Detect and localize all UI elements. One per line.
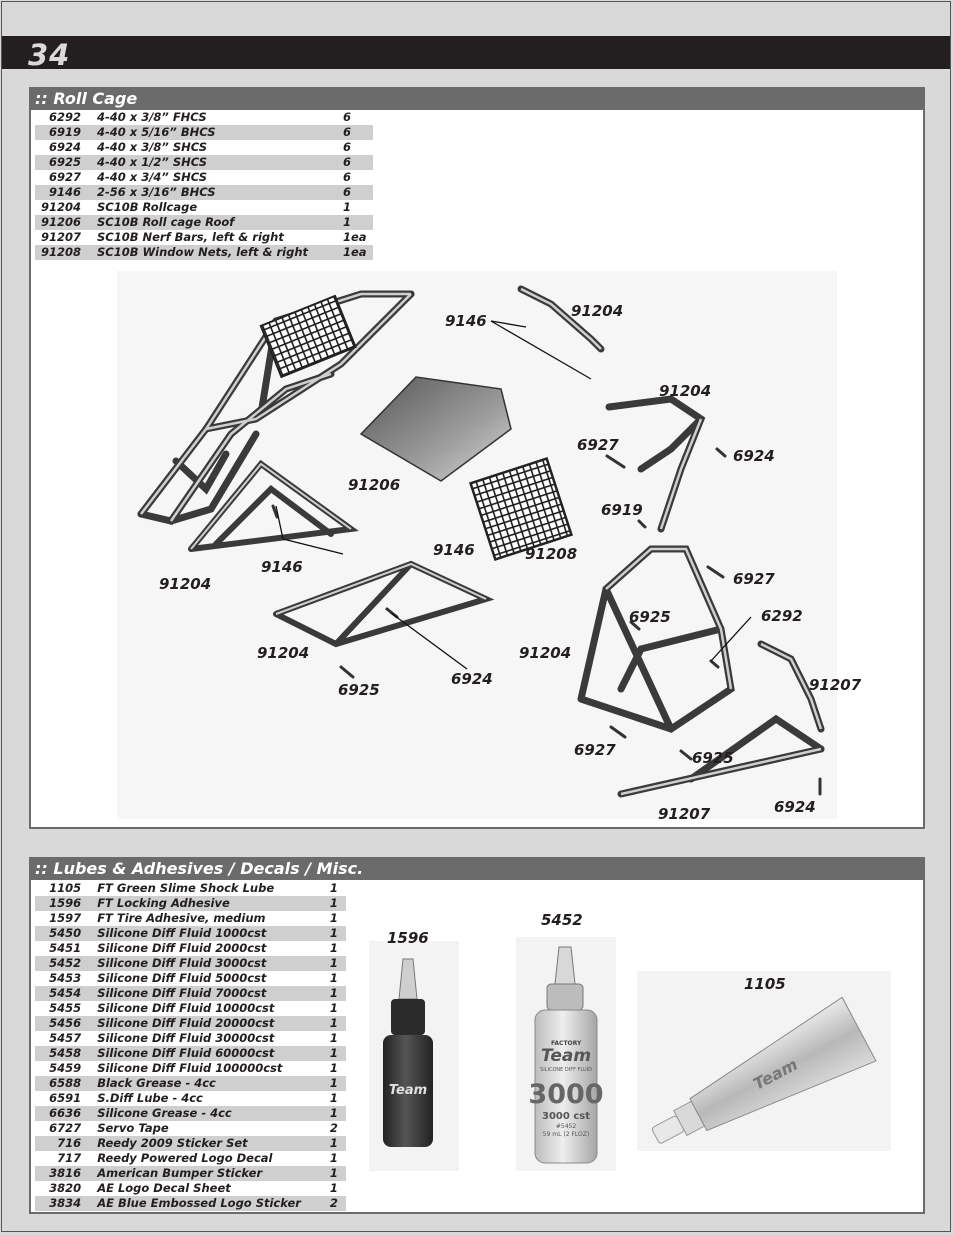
part-number: 1597 [49,911,82,925]
part-quantity: 6 [343,155,373,170]
roll-cage-title: :: Roll Cage [35,89,138,108]
page-number: 34 [28,38,71,72]
callout-label: 91204 [659,382,712,400]
part-description: 4-40 x 5/16” BHCS [97,125,343,140]
part-number: 5451 [49,941,82,955]
part-quantity: 2 [329,1121,338,1135]
part-quantity: 1 [330,1166,346,1181]
callout-label: 91207 [658,805,711,823]
part-quantity: 1 [330,1106,346,1121]
part-quantity: 1 [329,1091,338,1105]
callout-label: 1105 [744,975,786,993]
part-quantity: 1 [330,1076,346,1091]
part-description: FT Tire Adhesive, medium [97,911,266,925]
part-number: 6588 [35,1076,97,1091]
part-description: Silicone Diff Fluid 1000cst [97,926,330,941]
callout-label: 6292 [761,607,803,625]
part-number: 5455 [49,1001,82,1015]
callout-label: 91204 [519,644,572,662]
callout-label: 6919 [601,501,643,519]
part-number: 5453 [49,971,82,985]
part-quantity: 1 [329,941,338,955]
part-description: SC10B Nerf Bars, left & right [97,230,284,244]
part-quantity: 1ea [343,245,373,260]
part-number: 717 [57,1151,82,1165]
part-description: 4-40 x 3/4” SHCS [97,170,208,184]
part-number: 6919 [35,125,97,140]
part-quantity: 6 [343,140,352,154]
part-description: Silicone Diff Fluid 30000cst [97,1031,275,1045]
part-quantity: 1 [343,215,373,230]
part-quantity: 1 [329,1151,338,1165]
bottle-5452-line1-text: SILICONE DIFF FLUID [540,1067,592,1073]
diff-fluid-bottle [516,937,616,1171]
bottle-5452-factory-text: FACTORY [551,1040,582,1047]
part-description: SC10B Roll cage Roof [97,215,343,230]
part-number: 6727 [49,1121,82,1135]
callout-label: 6924 [774,798,816,816]
part-quantity: 1 [329,1061,338,1075]
callout-label: 91206 [348,476,401,494]
part-description: AE Logo Decal Sheet [97,1181,231,1195]
part-description: 4-40 x 3/8” SHCS [97,140,208,154]
roll-cage-panel [29,87,925,829]
part-number: 6591 [49,1091,82,1105]
part-description: Black Grease - 4cc [97,1076,330,1091]
part-quantity: 1 [330,1136,346,1151]
part-number: 91208 [35,245,97,260]
part-number: 5456 [35,1016,97,1031]
part-number: 5458 [35,1046,97,1061]
part-number: 91207 [40,230,81,244]
bottle-5452-line4-text: 59 mL (2 FLOZ) [542,1131,590,1138]
bottle-5452-line2-text: 3000 cst [542,1111,590,1122]
part-number: 1105 [49,881,82,895]
part-description: Silicone Diff Fluid 60000cst [97,1046,330,1061]
part-description: SC10B Window Nets, left & right [97,245,343,260]
part-number: 5454 [35,986,97,1001]
part-number: 6924 [48,140,81,154]
part-number: 5452 [35,956,97,971]
part-description: Silicone Diff Fluid 5000cst [97,971,267,985]
part-description: Silicone Diff Fluid 20000cst [97,1016,330,1031]
callout-label: 91204 [571,302,624,320]
part-quantity: 1 [330,1016,346,1031]
part-quantity: 1 [329,971,338,985]
part-description: Silicone Diff Fluid 3000cst [97,956,330,971]
part-description: AE Blue Embossed Logo Sticker [97,1196,330,1211]
part-quantity: 6 [343,170,352,184]
part-description: Reedy 2009 Sticker Set [97,1136,330,1151]
lubes-product-photos [31,859,923,1212]
part-number: 6292 [48,110,81,124]
part-description: Silicone Diff Fluid 10000cst [97,1001,275,1015]
part-number: 3816 [35,1166,97,1181]
part-quantity: 1 [329,911,338,925]
part-description: Silicone Diff Fluid 7000cst [97,986,330,1001]
bottle-5452-big-text: 3000 [528,1079,604,1110]
locking-adhesive-bottle [369,941,459,1171]
callout-label: 6924 [733,447,775,465]
part-description: FT Locking Adhesive [97,896,330,911]
lubes-title: :: Lubes & Adhesives / Decals / Misc. [35,859,364,878]
part-description: Reedy Powered Logo Decal [97,1151,273,1165]
shock-lube-tube [637,971,891,1169]
callout-label: 6927 [574,741,616,759]
callout-label: 91207 [809,676,862,694]
callout-label: 6927 [577,436,619,454]
part-quantity: 2 [330,1196,346,1211]
callout-label: 6927 [733,570,775,588]
part-quantity: 6 [343,185,373,200]
part-quantity: 1 [330,986,346,1001]
roll-cage-exploded-diagram [31,89,923,827]
callout-label: 6925 [692,749,734,767]
bottle-5452-line3-text: #5452 [555,1123,577,1130]
callout-label: 9146 [261,558,303,576]
part-description: Silicone Diff Fluid 2000cst [97,941,267,955]
part-number: 91204 [40,200,81,214]
callout-label: 6924 [451,670,493,688]
part-number: 6927 [48,170,81,184]
part-number: 9146 [35,185,97,200]
bottle-5452-brand-text: Team [540,1046,592,1066]
part-quantity: 6 [343,110,352,124]
part-quantity: 1 [330,896,346,911]
part-quantity: 6 [343,125,373,140]
part-quantity: 1ea [343,230,367,244]
part-number: 716 [35,1136,97,1151]
part-description: FT Green Slime Shock Lube [97,881,275,895]
lubes-panel [29,857,925,1214]
part-description: 4-40 x 3/8” FHCS [97,110,207,124]
part-description: Silicone Diff Fluid 100000cst [97,1061,283,1075]
part-description: 2-56 x 3/16” BHCS [97,185,343,200]
callout-label: 6925 [629,608,671,626]
part-description: American Bumper Sticker [97,1166,330,1181]
part-number: 5459 [49,1061,82,1075]
part-number: 6636 [35,1106,97,1121]
part-number: 3820 [49,1181,82,1195]
callout-label: 91204 [159,575,212,593]
part-quantity: 1 [329,881,338,895]
callout-label: 9146 [445,312,487,330]
part-description: S.Diff Lube - 4cc [97,1091,203,1105]
part-number: 5450 [35,926,97,941]
part-quantity: 1 [330,1046,346,1061]
part-number: 91206 [35,215,97,230]
part-quantity: 1 [330,956,346,971]
part-number: 3834 [35,1196,97,1211]
part-number: 6925 [35,155,97,170]
callout-label: 9146 [433,541,475,559]
callout-label: 6925 [338,681,380,699]
part-quantity: 1 [343,200,352,214]
callout-label: 91204 [257,644,310,662]
part-description: Servo Tape [97,1121,169,1135]
part-number: 5457 [49,1031,82,1045]
part-number: 1596 [35,896,97,911]
part-description: Silicone Grease - 4cc [97,1106,330,1121]
part-description: SC10B Rollcage [97,200,198,214]
tube-1105-brand-text: Team [750,1054,801,1094]
bottle-1596-brand-text: Team [388,1083,428,1098]
part-description: 4-40 x 1/2” SHCS [97,155,343,170]
callout-label: 1596 [387,929,429,947]
part-quantity: 1 [329,1001,338,1015]
part-quantity: 1 [329,1181,338,1195]
callout-label: 5452 [541,911,583,929]
part-quantity: 1 [329,1031,338,1045]
page-header-bar [2,36,950,69]
callout-label: 91208 [525,545,578,563]
part-quantity: 1 [330,926,346,941]
